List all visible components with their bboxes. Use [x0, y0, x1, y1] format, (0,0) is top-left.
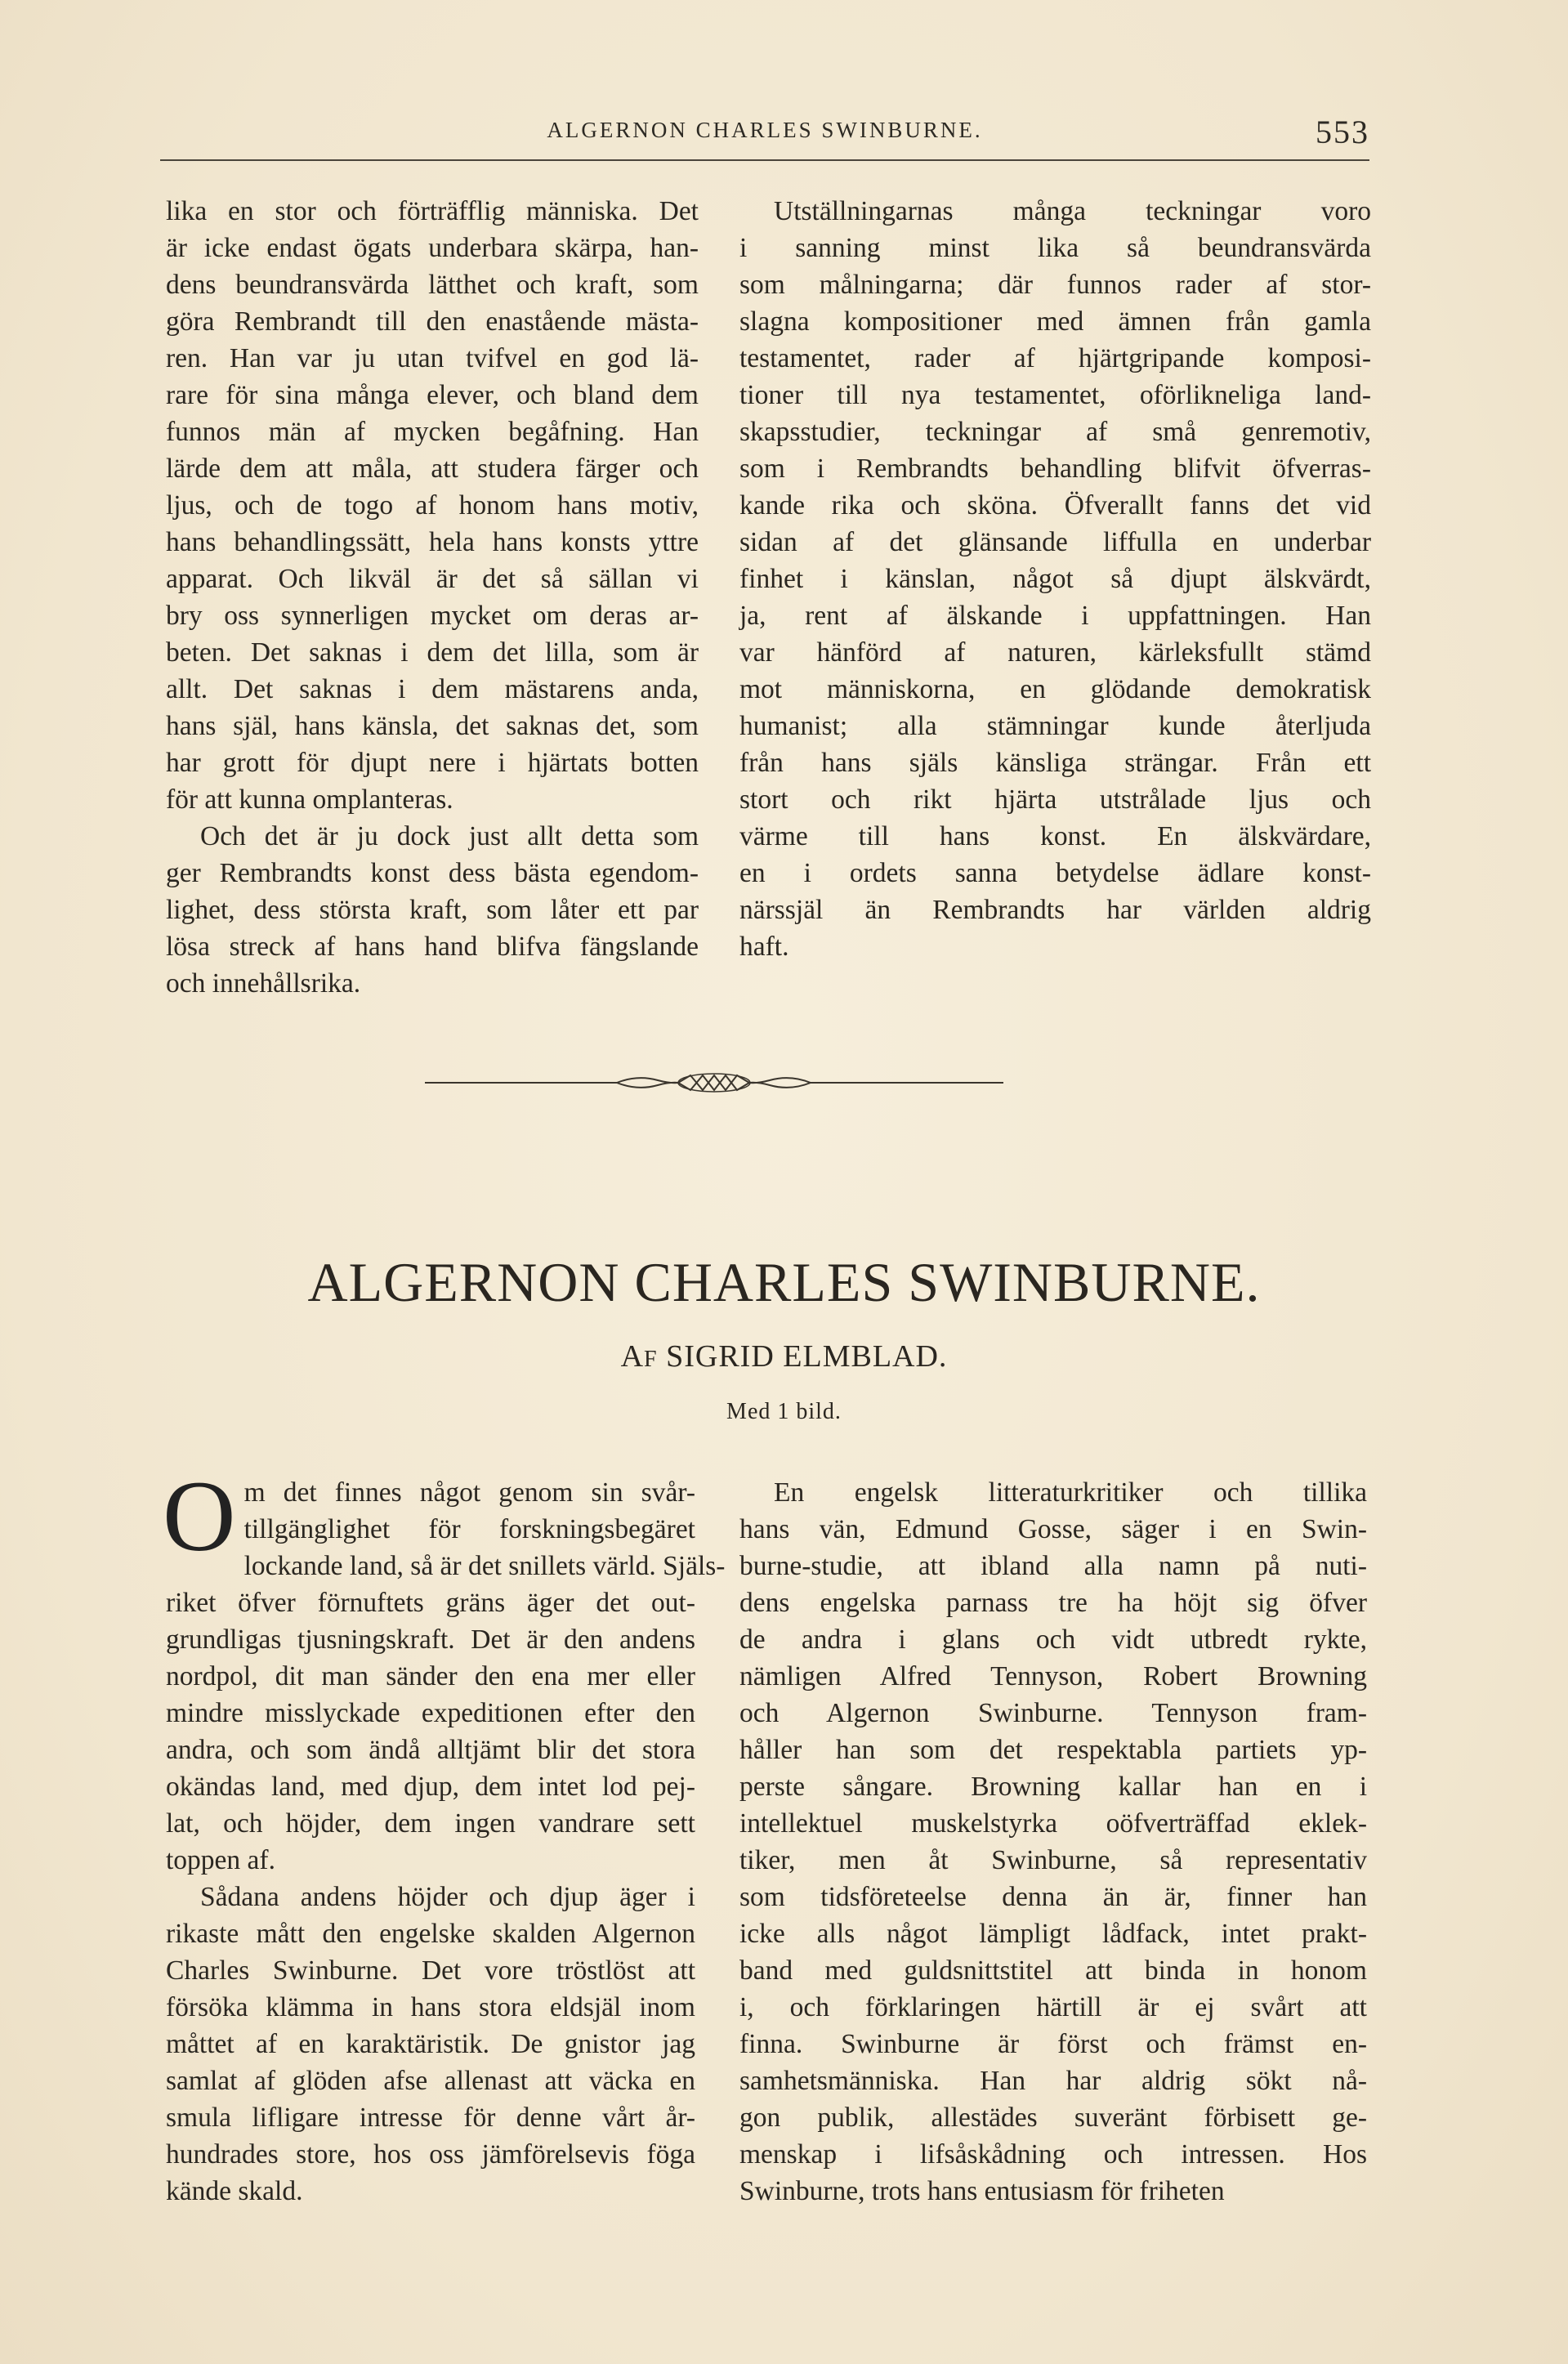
text-line: perste sångare. Browning kallar han en i — [739, 1772, 1367, 1802]
text-line: mot människorna, en glödande demokratisk — [739, 674, 1371, 704]
text-line: sidan af det glänsande liffulla en underbar — [739, 527, 1371, 557]
text-line: testamentet, rader af hjärtgripande komposi- — [739, 343, 1371, 373]
byline-prefix-rest: F — [644, 1347, 658, 1372]
text-line: lika en stor och förträfflig människa. Det — [166, 196, 699, 226]
running-title: ALGERNON CHARLES SWINBURNE. — [547, 118, 983, 142]
header-rule — [160, 159, 1369, 161]
text-line: skapsstudier, teckningar af små genremotiv, — [739, 417, 1371, 447]
byline-author: SIGRID ELMBLAD. — [666, 1339, 948, 1374]
text-line: okändas land, med djup, dem intet lod pej- — [166, 1772, 695, 1802]
text-line: göra Rembrandt till den enastående mästa- — [166, 306, 699, 337]
byline-prefix-initial: A — [620, 1339, 645, 1374]
text-line: som i Rembrandts behandling blifvit öfverras- — [739, 454, 1371, 484]
text-line: i, och förklaringen härtill är ej svårt att — [739, 1992, 1367, 2022]
text-line: toppen af. — [166, 1845, 275, 1875]
text-line: ljus, och de togo af honom hans motiv, — [166, 490, 699, 521]
text-line: värme till hans konst. En älskvärdare, — [739, 821, 1371, 851]
text-line: Charles Swinburne. Det vore tröstlöst att — [166, 1955, 695, 1986]
text-line: menskap i lifsåskådning och intressen. Hos — [739, 2139, 1367, 2170]
text-line: samhetsmänniska. Han har aldrig sökt nå- — [739, 2066, 1367, 2096]
text-line: och innehållsrika. — [166, 968, 361, 999]
text-line: allt. Det saknas i dem mästarens anda, — [166, 674, 699, 704]
text-line: en i ordets sanna betydelse ädlare konst- — [739, 858, 1371, 888]
text-line: Utställningarnas många teckningar voro — [774, 196, 1371, 226]
text-line: Och det är ju dock just allt detta som — [200, 821, 699, 851]
article-title: ALGERNON CHARLES SWINBURNE. — [307, 1251, 1261, 1313]
text-line: ger Rembrandts konst dess bästa egendom- — [166, 858, 699, 888]
text-line: lösa streck af hans hand blifva fängslande — [166, 932, 699, 962]
text-line: från hans själs känsliga strängar. Från ett — [739, 748, 1371, 778]
text-line: och Algernon Swinburne. Tennyson fram- — [739, 1698, 1367, 1728]
text-line: stort och rikt hjärta utstrålade ljus och — [739, 784, 1371, 815]
text-line: måttet af en karaktäristik. De gnistor jag — [166, 2029, 695, 2059]
text-line: Sådana andens höjder och djup äger i — [200, 1882, 695, 1912]
text-line: som tidsföreteelse denna än är, finner han — [739, 1882, 1367, 1912]
text-line: som målningarna; där funnos rader af stor- — [739, 270, 1371, 300]
text-line: var hänförd af naturen, kärleksfullt stämd — [739, 637, 1371, 668]
text-line: mindre misslyckade expeditionen efter den — [166, 1698, 695, 1728]
text-line: haft. — [739, 932, 789, 962]
text-line: icke alls något lämpligt lådfack, intet prakt- — [739, 1919, 1367, 1949]
text-line: bry oss synnerligen mycket om deras ar- — [166, 601, 699, 631]
text-line: humanist; alla stämningar kunde återljuda — [739, 711, 1371, 741]
bottom-right-column — [739, 1474, 1367, 2210]
text-line: hans själ, hans känsla, det saknas det, som — [166, 711, 699, 741]
text-line: nämligen Alfred Tennyson, Robert Browning — [739, 1661, 1367, 1691]
text-line: lat, och höjder, dem ingen vandrare sett — [166, 1808, 695, 1839]
text-line: intellektuel muskelstyrka oöfverträffad eklek- — [739, 1808, 1367, 1839]
text-line: dens beundransvärda lätthet och kraft, som — [166, 270, 699, 300]
text-line: smula lifligare intresse för denne vårt år- — [166, 2103, 695, 2133]
text-line: finna. Swinburne är först och främst en- — [739, 2029, 1367, 2059]
text-line: En engelsk litteraturkritiker och tillika — [774, 1477, 1367, 1508]
text-line: gon publik, allestädes suveränt förbisett ge- — [739, 2103, 1367, 2133]
text-line: närssjäl än Rembrandts har världen aldrig — [739, 895, 1371, 925]
text-line: tioner till nya testamentet, oförlikneliga land- — [739, 380, 1371, 410]
text-line: försöka klämma in hans stora eldsjäl inom — [166, 1992, 695, 2022]
text-line: har grott för djupt nere i hjärtats botten — [166, 748, 699, 778]
top-left-column — [166, 193, 699, 1002]
text-line: de andra i glans och vidt utbredt rykte, — [739, 1624, 1367, 1655]
illustration-note: Med 1 bild. — [726, 1399, 842, 1424]
text-line: Swinburne, trots hans entusiasm för friheten — [739, 2176, 1225, 2206]
running-head — [160, 113, 1369, 162]
text-line: håller han som det respektabla partiets yp- — [739, 1735, 1367, 1765]
text-line: lärde dem att måla, att studera färger och — [166, 454, 699, 484]
text-line: lighet, dess största kraft, som låter ett par — [166, 895, 699, 925]
bottom-left-column — [163, 1460, 726, 2210]
byline — [160, 1338, 1408, 1374]
top-right-column — [739, 193, 1371, 965]
text-line: lockande land, så är det snillets värld. Själs- — [243, 1551, 726, 1581]
text-line: samlat af glöden afse allenast att väcka en — [166, 2066, 695, 2096]
text-line: andra, och som ändå alltjämt blir det stora — [166, 1735, 695, 1765]
text-line: rare för sina många elever, och bland dem — [166, 380, 699, 410]
text-line: i sanning minst lika så beundransvärda — [739, 233, 1371, 263]
text-line: hundrades store, hos oss jämförelsevis föga — [166, 2139, 695, 2170]
section-divider-ornament — [425, 1070, 1003, 1095]
text-line: för att kunna omplanteras. — [166, 784, 453, 815]
text-line: kände skald. — [166, 2176, 303, 2206]
text-line: funnos män af mycken begåfning. Han — [166, 417, 699, 447]
text-line: tiker, men åt Swinburne, så representativ — [739, 1845, 1367, 1875]
text-line: finhet i känslan, något så djupt älskvärdt, — [739, 564, 1371, 594]
text-line: beten. Det saknas i dem det lilla, som är — [166, 637, 699, 668]
text-line: dens engelska parnass tre ha höjt sig öfver — [739, 1588, 1367, 1618]
text-line: ren. Han var ju utan tvifvel en god lä- — [166, 343, 699, 373]
text-line: ja, rent af älskande i uppfattningen. Han — [739, 601, 1371, 631]
page-number: 553 — [1316, 114, 1369, 150]
text-line: rikaste mått den engelske skalden Algernon — [166, 1919, 695, 1949]
text-line: riket öfver förnuftets gräns äger det out- — [166, 1588, 695, 1618]
text-line: slagna kompositioner med ämnen från gamla — [739, 306, 1371, 337]
text-line: burne-studie, att ibland alla namn på nuti- — [739, 1551, 1367, 1581]
text-line: hans behandlingssätt, hela hans konsts yttre — [166, 527, 699, 557]
text-line: kande rika och sköna. Öfverallt fanns det vid — [739, 490, 1371, 521]
text-line: band med guldsnittstitel att binda in honom — [739, 1955, 1367, 1986]
text-line: är icke endast ögats underbara skärpa, han- — [166, 233, 699, 263]
text-line: tillgänglighet för forskningsbegäret — [243, 1514, 695, 1544]
drop-cap: O — [163, 1460, 236, 1572]
text-line: m det finnes något genom sin svår- — [243, 1477, 695, 1508]
text-line: grundligas tjusningskraft. Det är den andens — [166, 1624, 695, 1655]
text-line: apparat. Och likväl är det så sällan vi — [166, 564, 699, 594]
text-line: nordpol, dit man sänder den ena mer eller — [166, 1661, 695, 1691]
text-line: hans vän, Edmund Gosse, säger i en Swin- — [739, 1514, 1367, 1544]
